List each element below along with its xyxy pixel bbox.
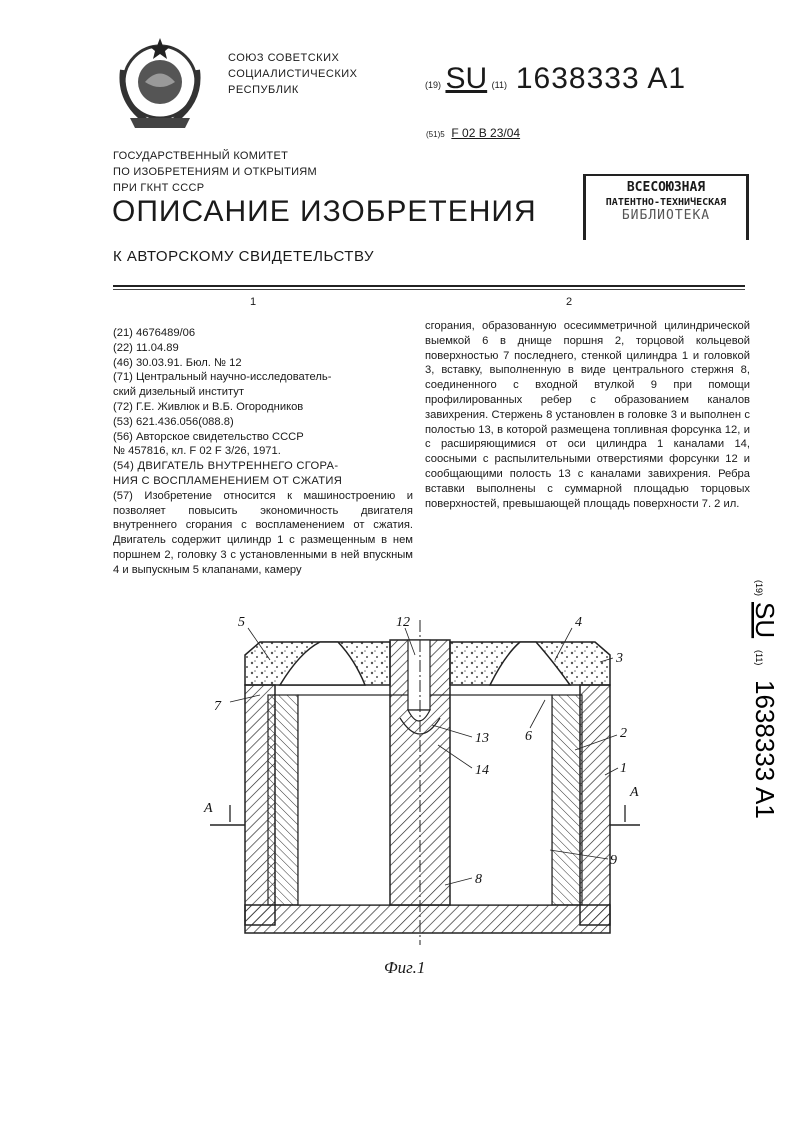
applicant: (71) Центральный научно-исследователь-	[113, 371, 332, 384]
patent-number: 1638333 A1	[515, 62, 687, 95]
code-19: (19)	[425, 80, 442, 90]
label-8: 8	[475, 872, 482, 887]
document-title: ОПИСАНИЕ ИЗОБРЕТЕНИЯ	[112, 195, 537, 228]
sidebar-country-code: SU	[750, 602, 780, 639]
library-stamp	[583, 174, 749, 240]
references: (56) Авторское свидетельство СССР	[113, 430, 304, 443]
ipc-value: F 02 B 23/04	[451, 126, 521, 140]
column-number-right: 2	[566, 296, 573, 308]
label-12: 12	[396, 615, 410, 630]
sidebar-number: 1638333 A1	[750, 680, 780, 819]
header-rule-thin	[113, 289, 745, 290]
country-line: РЕСПУБЛИК	[228, 84, 299, 96]
label-a-right: A	[630, 785, 639, 800]
country-code: SU	[445, 62, 488, 95]
label-6: 6	[525, 729, 532, 744]
committee-line: ПРИ ГКНТ СССР	[113, 182, 205, 194]
label-1: 1	[620, 761, 627, 776]
publication-number	[425, 62, 686, 96]
committee-name	[113, 148, 317, 196]
sidebar-publication-number	[742, 580, 792, 900]
label-14: 14	[475, 763, 489, 778]
ussr-state-emblem-icon	[105, 30, 215, 140]
label-5: 5	[238, 615, 245, 630]
label-a-left: A	[204, 801, 213, 816]
header-rule	[113, 285, 745, 287]
stamp-line: БИБЛИОТЕКА	[621, 208, 711, 223]
ipc-classification	[426, 126, 520, 140]
stamp-line: ПАТЕНТНО-ТЕХНИЧЕСКАЯ	[605, 197, 727, 208]
references-cont: № 457816, кл. F 02 F 3/26, 1971.	[113, 445, 281, 458]
code-51: (51)5	[426, 130, 445, 139]
invention-title: (54) ДВИГАТЕЛЬ ВНУТРЕННЕГО СГОРА-	[113, 460, 339, 473]
committee-line: ПО ИЗОБРЕТЕНИЯМ И ОТКРЫТИЯМ	[113, 166, 318, 178]
sidebar-code-19: (19)	[754, 580, 764, 597]
udc-code: (53) 621.436.056(088.8)	[113, 415, 234, 428]
label-7: 7	[214, 699, 221, 714]
country-line: СОЮЗ СОВЕТСКИХ	[228, 52, 340, 64]
code-11: (11)	[491, 80, 507, 90]
column-number-left: 1	[250, 296, 257, 308]
figure-caption: Фиг.1	[384, 958, 426, 977]
applicant-cont: ский дизельный институт	[113, 386, 245, 399]
document-subtitle: К АВТОРСКОМУ СВИДЕТЕЛЬСТВУ	[113, 248, 375, 265]
abstract-continued: сгорания, образованную осесимметричной цилиндрической выемкой 6 в днище поршня 2, торцовой кольцевой поверхностью 7 последнего, стенкой цилиндра 1 и головкой 3, вставку, выполненную в виде центрального стержня 8, соединенного с входной втулкой 9 при помощи профилированных ребер с образованием каналов завихрения. Стержень 8 установлен в головке 3 и выполнен с полостью 13, в которой размещена топливная форсунка 12, и с расширяющимися от оси цилиндра 1 каналами 14, соосными с распылительными отверстиями форсунки 12 и сообщающими полость 13 с каналами завихрения. Ребра вставки выполнены с суммарной площадью торцовых поверхностей, превышающей площадь поверхности 7. 2 ил.	[425, 320, 750, 510]
country-name	[228, 50, 357, 98]
stamp-line: ВСЕСОЮЗНАЯ	[626, 180, 706, 195]
publication-date: (46) 30.03.91. Бюл. № 12	[113, 356, 242, 369]
country-line: СОЦИАЛИСТИЧЕСКИХ	[228, 68, 358, 80]
application-number: (21) 4676489/06	[113, 327, 196, 339]
label-3: 3	[616, 651, 623, 666]
filing-date: (22) 11.04.89	[113, 341, 179, 354]
label-9: 9	[610, 853, 617, 868]
label-4: 4	[575, 615, 582, 630]
sidebar-code-11: (11)	[754, 650, 764, 666]
label-13: 13	[475, 731, 489, 746]
label-2: 2	[620, 726, 627, 741]
abstract-start: (57) Изобретение относится к машиностроению и позволяет повысить экономичность двигателя внутреннего сгорания с воспламенением от сжатия. Двигатель содержит цилиндр 1 с размещенным в нем поршнем 2, головку 3 с установленными в ней впускным 4 и выпускным 5 клапанами, камеру	[113, 489, 413, 576]
invention-title-cont: НИЯ С ВОСПЛАМЕНЕНИЕМ ОТ СЖАТИЯ	[113, 474, 343, 487]
inventors: (72) Г.Е. Живлюк и В.Б. Огородников	[113, 400, 304, 413]
engine-cross-section-figure	[200, 600, 640, 945]
bibliographic-data	[113, 326, 413, 578]
committee-line: ГОСУДАРСТВЕННЫЙ КОМИТЕТ	[113, 150, 289, 162]
